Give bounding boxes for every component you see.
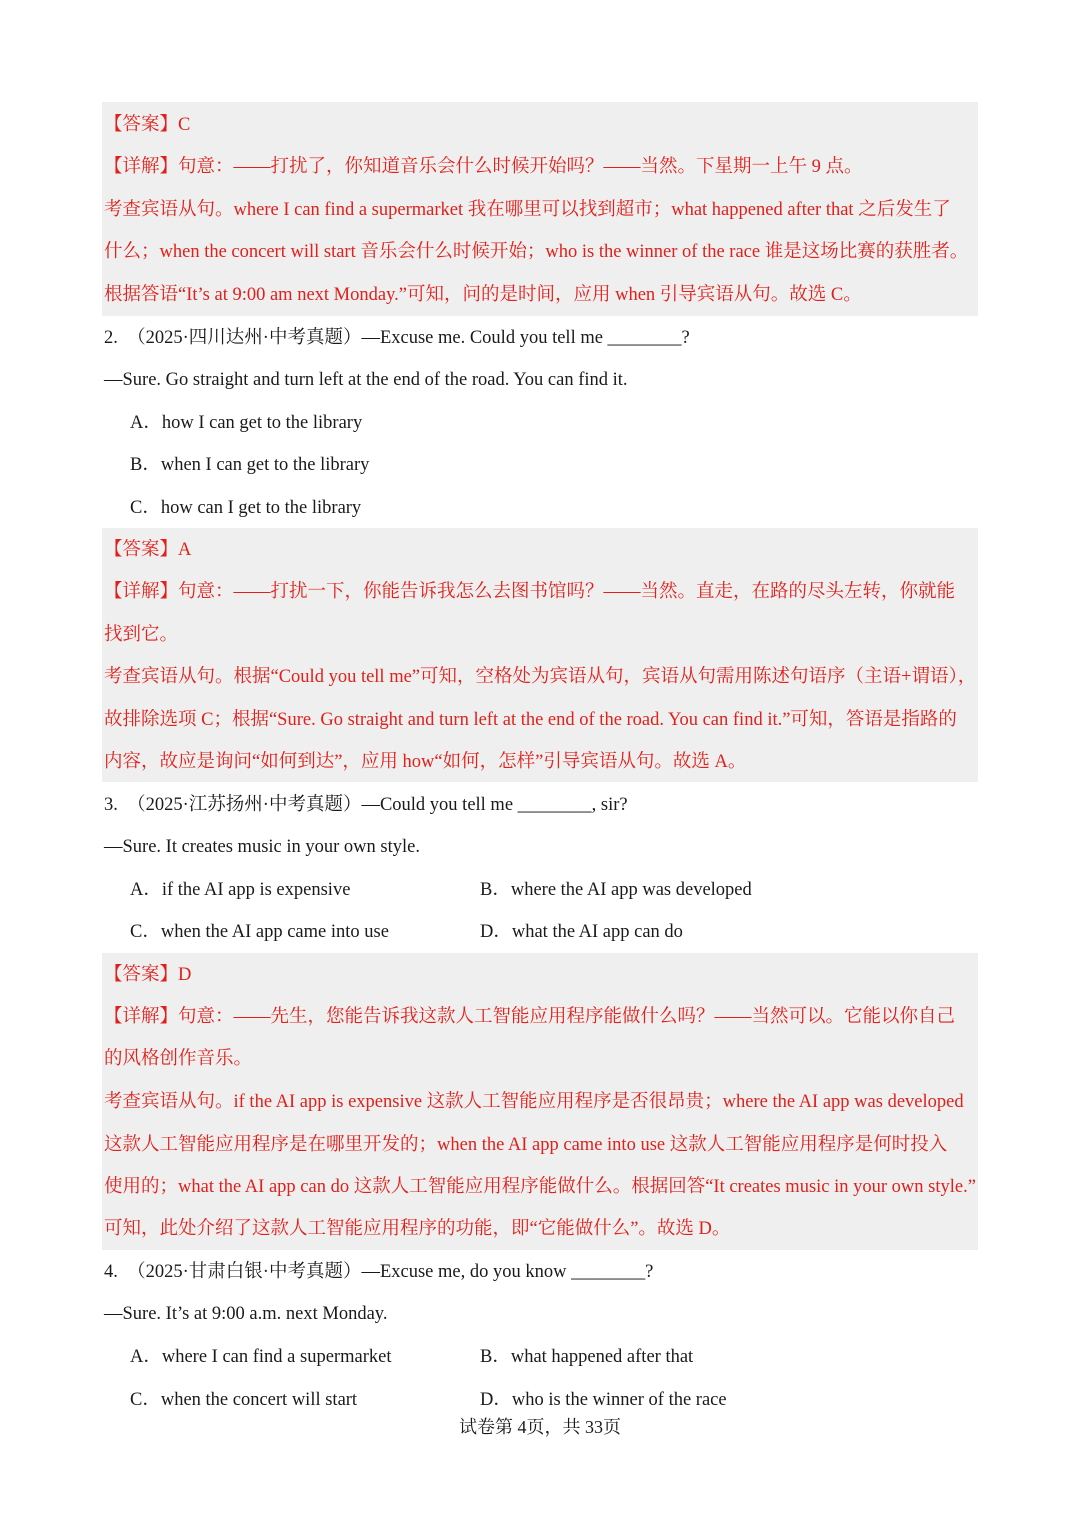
option-b: B．what happened after that — [480, 1347, 694, 1367]
explanation-line: 内容，故应是询问“如何到达”，应用 how“如何，怎样”引导宾语从句。故选 A。 — [104, 752, 747, 772]
option-b: B．where the AI app was developed — [480, 880, 752, 900]
page-footer: 试卷第 4页，共 33页 — [459, 1417, 621, 1437]
detail-text: 【详解】句意：——打扰一下，你能告诉我怎么去图书馆吗？——当然。直走，在路的尽头左转，你就能 — [104, 582, 956, 602]
detail-text: 【详解】句意：——打扰了，你知道音乐会什么时候开始吗？——当然。下星期一上午 9 点。 — [104, 157, 863, 177]
option-a: A．where I can find a supermarket — [130, 1347, 392, 1367]
option-c: C．how can I get to the library — [130, 498, 362, 518]
option-d: D．who is the winner of the race — [480, 1390, 727, 1410]
option-b: B．when I can get to the library — [130, 455, 370, 475]
question-reply: —Sure. Go straight and turn left at the end of the road. You can find it. — [104, 370, 628, 390]
explanation-line: 考查宾语从句。where I can find a supermarket 我在哪里可以找到超市；what happened after that 之后发生了 — [104, 200, 951, 220]
explanation-line: 使用的；what the AI app can do 这款人工智能应用程序能做什么。根据回答“It creates music in your own style.” — [104, 1177, 976, 1197]
explanation-line: 考查宾语从句。if the AI app is expensive 这款人工智能应用程序是否很昂贵；where the AI app was developed — [104, 1092, 964, 1112]
question-stem: 2. （2025·四川达州·中考真题）—Excuse me. Could you tell me ________? — [104, 328, 690, 348]
answer-label: 【答案】D — [104, 965, 192, 985]
answer-box-q2 — [102, 528, 978, 782]
detail-text: 找到它。 — [104, 625, 179, 645]
option-a: A．if the AI app is expensive — [130, 880, 351, 900]
option-d: D．what the AI app can do — [480, 922, 683, 942]
explanation-line: 什么；when the concert will start 音乐会什么时候开始；who is the winner of the race 谁是这场比赛的获胜者。 — [104, 242, 969, 262]
detail-text: 【详解】句意：——先生，您能告诉我这款人工智能应用程序能做什么吗？——当然可以。它能以你自己 — [104, 1007, 956, 1027]
option-a: A．how I can get to the library — [130, 413, 363, 433]
question-stem: 3. （2025·江苏扬州·中考真题）—Could you tell me ________, sir? — [104, 795, 628, 815]
option-c: C．when the concert will start — [130, 1390, 358, 1410]
detail-text: 的风格创作音乐。 — [104, 1049, 253, 1069]
answer-label: 【答案】C — [104, 115, 191, 135]
option-c: C．when the AI app came into use — [130, 922, 389, 942]
explanation-line: 这款人工智能应用程序是在哪里开发的；when the AI app came into use 这款人工智能应用程序是何时投入 — [104, 1135, 948, 1155]
explanation-line: 考查宾语从句。根据“Could you tell me”可知，空格处为宾语从句，宾语从句需用陈述句语序（主语+谓语）， — [104, 667, 977, 687]
question-reply: —Sure. It’s at 9:00 a.m. next Monday. — [104, 1304, 388, 1324]
answer-label: 【答案】A — [104, 540, 192, 560]
explanation-line: 故排除选项 C；根据“Sure. Go straight and turn left at the end of the road. You can find it.”可知，答语是指路的 — [104, 710, 957, 730]
question-stem: 4. （2025·甘肃白银·中考真题）—Excuse me, do you know ________? — [104, 1262, 654, 1282]
question-reply: —Sure. It creates music in your own style. — [104, 837, 420, 857]
explanation-line: 根据答语“It’s at 9:00 am next Monday.”可知，问的是时间，应用 when 引导宾语从句。故选 C。 — [104, 285, 862, 305]
explanation-line: 可知，此处介绍了这款人工智能应用程序的功能，即“它能做什么”。故选 D。 — [104, 1219, 731, 1239]
